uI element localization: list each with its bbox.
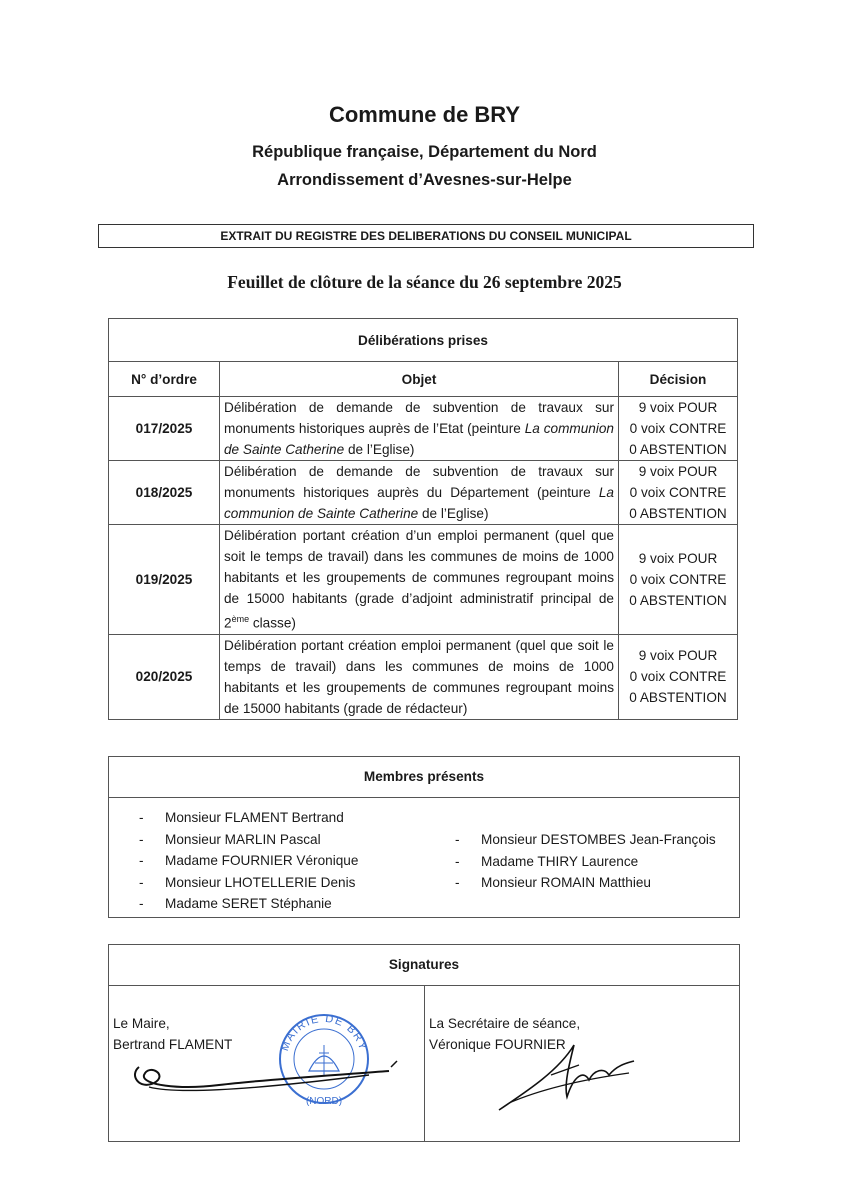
- column-header-object: Objet: [220, 362, 619, 397]
- members-left-column: [139, 807, 358, 915]
- votes-abstention: 0 ABSTENTION: [629, 690, 727, 706]
- object-text: Délibération portant création d’un emploi permanent (quel que soit le temps de travail) dans les communes de moins de 1000 habitants et les groupements de communes regroupant moins de 15000 habitants (grade d’adjoint administratif principal de 2: [224, 528, 614, 631]
- deliberation-number: 020/2025: [109, 634, 220, 719]
- members-present-title: Membres présents: [109, 757, 739, 798]
- republic-subtitle: République française, Département du Nord: [252, 143, 597, 161]
- stamp-top-text: MAIRIE DE BRY: [278, 1012, 370, 1053]
- deliberation-number: 018/2025: [109, 461, 220, 525]
- votes-pour: 9 voix POUR: [638, 464, 718, 479]
- deliberations-table-title: Délibérations prises: [109, 319, 738, 362]
- list-item: - Madame SERET Stéphanie: [139, 893, 358, 915]
- secretary-role: La Secrétaire de séance,: [429, 1016, 581, 1031]
- votes-contre: 0 voix CONTRE: [629, 485, 727, 500]
- deliberation-decision: [619, 461, 738, 525]
- votes-pour: 9 voix POUR: [638, 648, 718, 664]
- object-text-end: classe): [249, 615, 296, 631]
- list-item: - Monsieur LHOTELLERIE Denis: [139, 872, 358, 894]
- signatures-title: Signatures: [109, 945, 739, 986]
- object-text: Délibération portant création emploi permanent (quel que soit le temps de travail) dans les communes de moins de 1000 habitants et les groupements de communes regroupant moins de 15000 habitants (grade de rédacteur): [224, 637, 614, 716]
- list-item: - Monsieur FLAMENT Bertrand: [139, 807, 358, 829]
- table-row: [109, 397, 738, 461]
- votes-contre: 0 voix CONTRE: [629, 669, 727, 685]
- deliberation-number: 017/2025: [109, 397, 220, 461]
- table-row: [109, 634, 738, 719]
- deliberation-object: [220, 397, 619, 461]
- mayor-name: Bertrand FLAMENT: [113, 1037, 233, 1052]
- list-item: - Madame THIRY Laurence: [455, 851, 716, 873]
- signatures-divider: [424, 986, 425, 1141]
- deliberations-table: [108, 318, 738, 720]
- votes-contre: 0 voix CONTRE: [629, 571, 727, 587]
- object-text: Délibération de demande de subvention de travaux sur monuments historiques auprès du Département (peinture: [224, 464, 614, 500]
- list-item: - Madame FOURNIER Véronique: [139, 850, 358, 872]
- register-extract-banner: EXTRAIT DU REGISTRE DES DELIBERATIONS DU CONSEIL MUNICIPAL: [98, 224, 754, 248]
- table-row: [109, 461, 738, 525]
- column-header-decision: Décision: [619, 362, 738, 397]
- object-text-superscript: ème: [231, 614, 250, 624]
- object-text-italic: La communion de Sainte Catherine: [224, 485, 614, 521]
- mayor-role: Le Maire,: [113, 1016, 170, 1031]
- object-text-end: de l’Eglise): [344, 442, 415, 457]
- object-text-italic: La communion de Sainte Catherine: [224, 421, 614, 457]
- signatures-box: [108, 944, 740, 1142]
- table-row: [109, 525, 738, 635]
- mayor-handwritten-signature: [119, 1045, 409, 1105]
- deliberation-object: [220, 634, 619, 719]
- votes-pour: 9 voix POUR: [638, 400, 718, 415]
- column-header-number: N° d’ordre: [109, 362, 220, 397]
- list-item: - Monsieur MARLIN Pascal: [139, 829, 358, 851]
- object-text-end: de l’Eglise): [418, 506, 489, 521]
- deliberation-decision: [619, 634, 738, 719]
- votes-contre: 0 voix CONTRE: [629, 421, 727, 436]
- list-item: - Monsieur ROMAIN Matthieu: [455, 872, 716, 894]
- arrondissement-subtitle: Arrondissement d’Avesnes-sur-Helpe: [277, 171, 572, 189]
- object-text: Délibération de demande de subvention de travaux sur monuments historiques auprès de l’Etat (peinture: [224, 400, 614, 436]
- secretary-handwritten-signature: [489, 1035, 639, 1115]
- members-right-column: [455, 829, 716, 894]
- votes-abstention: 0 ABSTENTION: [629, 592, 727, 608]
- votes-abstention: 0 ABSTENTION: [629, 442, 727, 457]
- secretary-name: Véronique FOURNIER: [429, 1037, 566, 1052]
- stamp-bottom-text: (NORD): [305, 1096, 343, 1107]
- votes-pour: 9 voix POUR: [638, 550, 718, 566]
- members-present-box: [108, 756, 740, 918]
- session-closing-title: Feuillet de clôture de la séance du 26 septembre 2025: [227, 272, 622, 292]
- list-item: - Monsieur DESTOMBES Jean-François: [455, 829, 716, 851]
- commune-title: Commune de BRY: [328, 102, 521, 127]
- deliberation-decision: [619, 525, 738, 635]
- deliberation-decision: [619, 397, 738, 461]
- deliberation-number: 019/2025: [109, 525, 220, 635]
- votes-abstention: 0 ABSTENTION: [629, 506, 727, 521]
- deliberation-object: [220, 525, 619, 635]
- deliberation-object: [220, 461, 619, 525]
